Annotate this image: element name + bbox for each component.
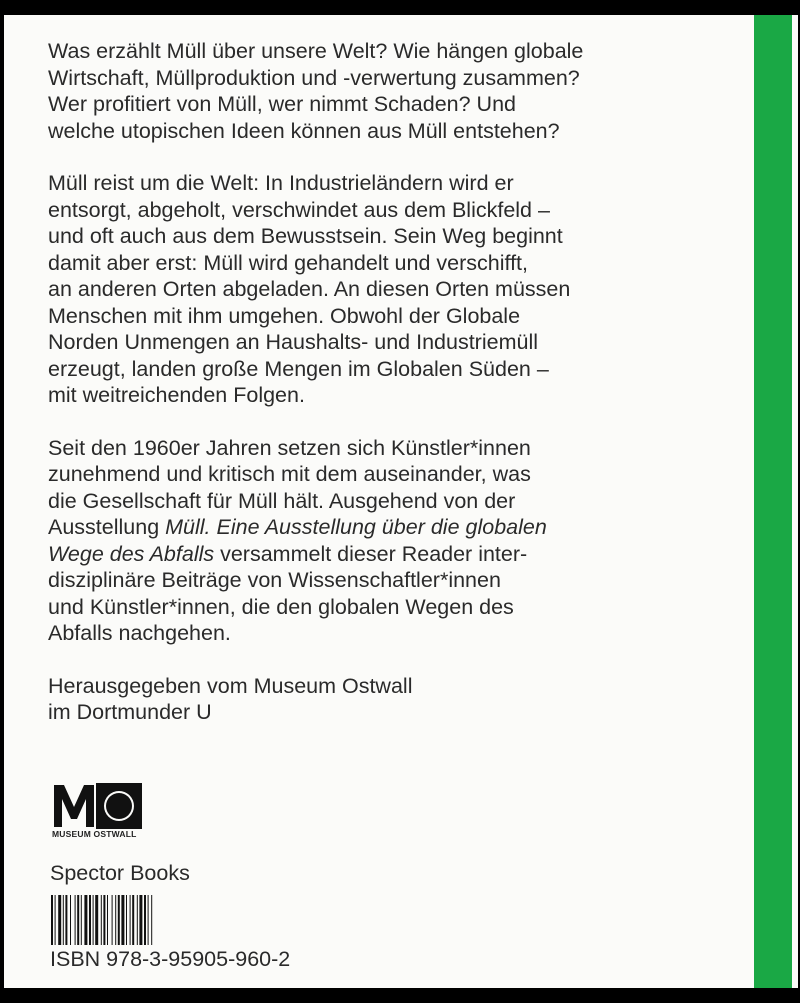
text-line: Abfalls nachgehen. xyxy=(48,621,231,645)
text-line: welche utopischen Ideen können aus Müll entstehen? xyxy=(48,118,560,143)
text-line: zunehmend und kritisch mit dem auseinander, was xyxy=(48,462,531,486)
blurb-paragraph-3 xyxy=(48,435,658,647)
text-line: disziplinäre Beiträge von Wissenschaftler*innen xyxy=(48,568,501,592)
text-line: Seit den 1960er Jahren setzen sich Künstler*innen xyxy=(48,435,531,460)
text-line: Was erzählt Müll über unsere Welt? Wie hängen globale xyxy=(48,39,584,63)
text-line: Wer profitiert von Müll, wer nimmt Schaden? Und xyxy=(48,92,517,116)
text-line: mit weitreichenden Folgen. xyxy=(48,383,305,407)
text-line: erzeugt, landen große Mengen im Globalen Süden – xyxy=(48,356,549,381)
text-line: damit aber erst: Müll wird gehandelt und verschifft, xyxy=(48,250,529,275)
text-line: Herausgegeben vom Museum Ostwall xyxy=(48,673,413,698)
editor-credit xyxy=(48,673,658,726)
text-line: Menschen mit ihm umgehen. Obwohl der Globale xyxy=(48,303,521,328)
isbn-number: ISBN 978-3-95905-960-2 xyxy=(50,947,291,971)
text-line: Wirtschaft, Müllproduktion und -verwertung zusammen? xyxy=(48,65,580,90)
text-plain: Ausstellung xyxy=(48,515,166,539)
text-line: Müll reist um die Welt: In Industrieländern wird er xyxy=(48,171,514,195)
blurb-paragraph-1 xyxy=(48,38,658,144)
text-plain: versammelt dieser Reader inter- xyxy=(214,541,528,566)
exhibition-title-part-1: Müll. Eine Ausstellung über die globalen xyxy=(165,515,547,539)
text-line xyxy=(48,541,658,568)
blurb-text xyxy=(48,38,658,752)
blurb-paragraph-2 xyxy=(48,170,658,409)
text-line: und oft auch aus dem Bewusstsein. Sein Weg beginnt xyxy=(48,224,563,248)
text-line xyxy=(48,514,658,541)
text-line: im Dortmunder U xyxy=(48,700,212,724)
text-line: die Gesellschaft für Müll hält. Ausgehend von der xyxy=(48,488,516,513)
publisher-name: Spector Books xyxy=(50,861,190,885)
green-spine-strip xyxy=(754,15,792,988)
barcode-icon xyxy=(51,895,207,945)
book-back-cover xyxy=(4,15,798,988)
logo-caption: MUSEUM OSTWALL xyxy=(52,829,137,839)
text-line: und Künstler*innen, die den globalen Wegen des xyxy=(48,594,514,619)
text-line: entsorgt, abgeholt, verschwindet aus dem Blickfeld – xyxy=(48,197,550,222)
exhibition-title-part-2: Wege des Abfalls xyxy=(48,541,215,566)
text-line: an anderen Orten abgeladen. An diesen Orten müssen xyxy=(48,277,571,301)
text-line: Norden Unmengen an Haushalts- und Industriemüll xyxy=(48,330,538,354)
